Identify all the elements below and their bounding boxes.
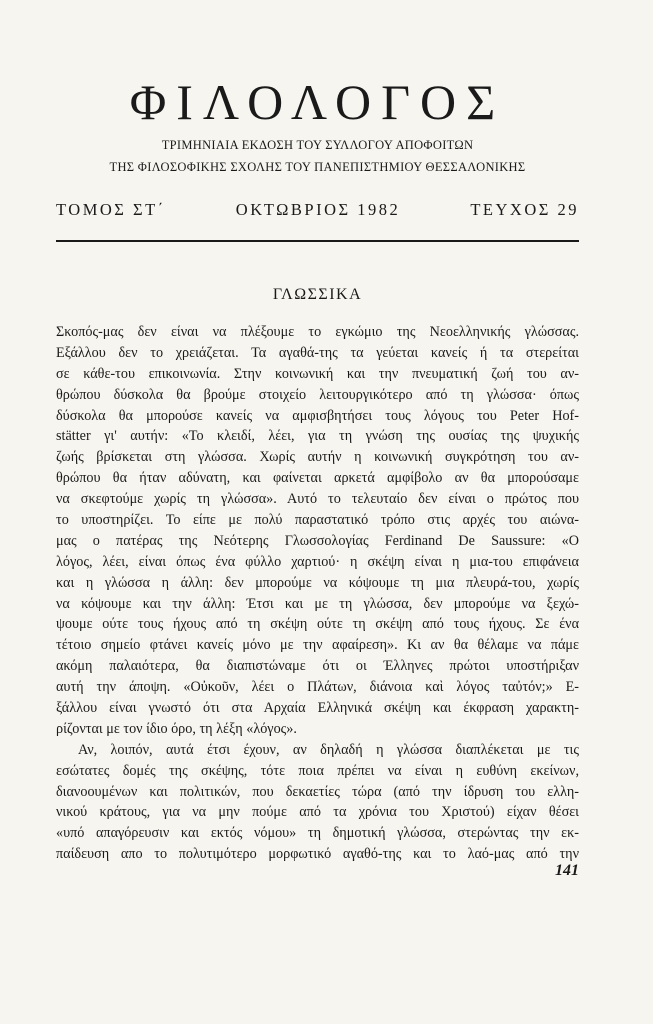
- text-line: και η γλώσσα η άλλη: δεν μπορούμε να κόψουμε τη μια πλευρά-του, χωρίς: [56, 574, 579, 591]
- issue-date: ΟΚΤΩΒΡΙΟΣ 1982: [235, 200, 401, 219]
- text-line: ρίζονται με τον ίδιο όρο, τη λέξη «λόγος».: [56, 720, 297, 737]
- text-line: δύσκολα θα μπορούσε κανείς να αμφισβητήσει τους λόγους του Peter Hof-: [56, 407, 579, 424]
- text-line: «υπό απαγόρευσιν και εκτός νόμου» τη δημοτική γλώσσα, στερώντας την εκ-: [56, 825, 579, 842]
- text-line: λόγος, λέει, είναι όπως ένα φύλλο χαρτιού· η σκέψη είναι η μια-του επιφάνεια: [56, 553, 579, 570]
- text-line: τέτοιο σημείο φτάνει κανείς μόνο με την αφαίρεση». Κι αν θα θέλαμε να πάμε: [56, 637, 579, 654]
- issue-volume: ΤΟΜΟΣ ΣΤ΄: [56, 200, 166, 219]
- text-line: θρώπου δύσκολα θα βρούμε στοιχείο λειτουργικότερο από τη γλώσσα· όπως: [56, 386, 579, 403]
- header-rule: [56, 240, 579, 242]
- text-line: εσώτατες δομές της σκέψης, τότε ποια πρέπει να είναι η ευθύνη εκείνων,: [56, 762, 579, 779]
- article-title: ΓΛΩΣΣΙΚΑ: [272, 286, 363, 303]
- text-line: ζωής βρίσκεται στη γλώσσα. Χωρίς αυτήν η κοινωνική συγκρότηση του αν-: [56, 449, 579, 466]
- article-body: [56, 322, 579, 865]
- journal-page: [56, 0, 579, 1024]
- text-line: ψουμε ούτε τους ήχους από τη σκέψη ούτε τη σκέψη από τους ήχους. Σε ένα: [56, 616, 579, 633]
- text-line: να σκεφτούμε χωρίς τη γλώσσα». Αυτό το τελευταίο δεν είναι ο πρώτος που: [56, 491, 579, 508]
- text-line: stätter γι' αυτήν: «Το κλειδί, λέει, για τη γνώση της ουσίας της ψυχικής: [56, 428, 579, 445]
- text-line: σε κάθε-του επικοινωνία. Στην κοινωνική και την πνευματική ζωή του αν-: [56, 365, 579, 382]
- issue-number: ΤΕΥΧΟΣ 29: [470, 200, 579, 219]
- text-line: θρώπου θα ήταν αδύνατη, και φαίνεται αρκετά αμφίβολο αν θα μπορούσαμε: [56, 470, 579, 487]
- text-line: ακόμη παλαιότερα, θα διαπιστώναμε ότι οι Έλληνες πρώτοι υποστήριξαν: [56, 658, 579, 675]
- journal-subtitle-line-2: ΤΗΣ ΦΙΛΟΣΟΦΙΚΗΣ ΣΧΟΛΗΣ ΤΟΥ ΠΑΝΕΠΙΣΤΗΜΙΟΥ ΘΕΣΣΑΛΟΝΙΚΗΣ: [109, 160, 526, 174]
- page-number: 141: [555, 862, 579, 879]
- text-line: νικού κράτους, για να μην πούμε από τα χρόνια του Χριστού) είχαν θέσει: [56, 804, 579, 821]
- journal-title: ΦΙΛΟΛΟΓΟΣ: [129, 74, 506, 130]
- text-line: Αν, λοιπόν, αυτά έτσι έχουν, αν δηλαδή η γλώσσα διαπλέκεται με τις: [78, 741, 579, 758]
- issue-info: [56, 200, 579, 220]
- text-line: διανοουμένων και πολιτικών, που δεκαετίες τώρα (από την ίδρυση του ελλη-: [56, 783, 579, 800]
- text-line: Εξάλλου δεν το χρειάζεται. Τα αγαθά-της τα γεύεται κανείς ή τα στερείται: [56, 344, 579, 361]
- text-line: Σκοπός-μας δεν είναι να πλέξουμε το εγκώμιο της Νεοελληνικής γλώσσας.: [56, 324, 579, 340]
- text-line: το υποστηρίζει. Το είπε με πολύ παραστατικό τρόπο στις αρχές του αιώνα-: [56, 512, 579, 529]
- journal-subtitle-line-1: ΤΡΙΜΗΝΙΑΙΑ ΕΚΔΟΣΗ ΤΟΥ ΣΥΛΛΟΓΟΥ ΑΠΟΦΟΙΤΩΝ: [161, 138, 474, 152]
- text-line: να κόψουμε και την άλλη: Έτσι και με τη γλώσσα, δεν μπορούμε να ξεχώ-: [56, 595, 579, 612]
- text-line: μας ο πατέρας της Νεότερης Γλωσσολογίας Ferdinand De Saussure: «Ο: [56, 532, 579, 549]
- text-line: ξάλλου είναι γνωστό ότι στα Αρχαία Ελληνικά σκέψη και έκφραση χαρακτη-: [56, 700, 579, 717]
- text-line: αυτή την άποψη. «Οὐκοῦν, λέει ο Πλάτων, διάνοια καὶ λόγος ταὐτόν;» Ε-: [56, 679, 579, 696]
- text-line: παίδευση απο το πολυτιμότερο μορφωτικό αγαθό-της και το λαό-μας από την: [56, 846, 579, 863]
